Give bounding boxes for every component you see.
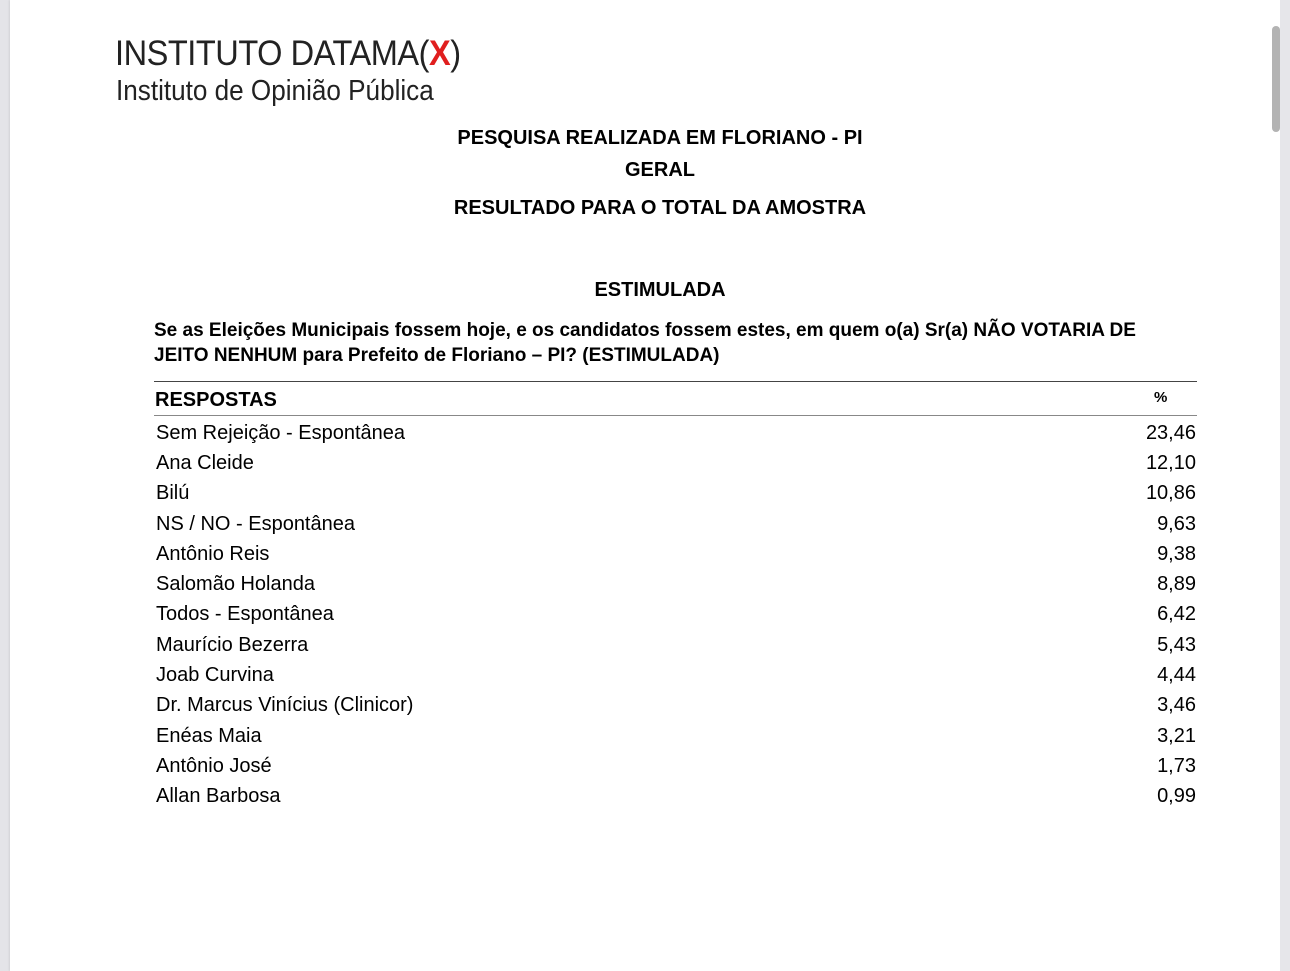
survey-scope-heading: GERAL [625,159,695,181]
scrollbar-thumb[interactable] [1272,26,1280,132]
row-label: NS / NO - Espontânea [156,512,355,535]
logo-title [115,34,461,74]
survey-question: Se as Eleições Municipais fossem hoje, e os candidatos fossem estes, em quem o(a) Sr(a) NÃO VOTARIA DE JEITO NENHUM para Prefeito de Floriano – PI? (ESTIMULADA) [154,320,1136,366]
row-label: Antônio José [156,754,272,777]
table-row [156,751,1196,781]
row-value: 9,63 [1157,512,1196,535]
row-value: 4,44 [1157,664,1196,687]
logo-title-text: INSTITUTO DATAMA( [115,34,429,73]
row-label: Dr. Marcus Vinícius (Clinicor) [156,694,414,717]
table-row [156,782,1196,812]
row-value: 5,43 [1157,633,1196,656]
row-value: 6,42 [1157,603,1196,626]
row-value: 9,38 [1157,542,1196,565]
survey-result-heading: RESULTADO PARA O TOTAL DA AMOSTRA [453,197,867,219]
row-value: 8,89 [1157,573,1196,596]
row-value: 1,73 [1157,754,1196,777]
column-header-percent: % [1154,389,1168,406]
row-value: 0,99 [1157,785,1196,808]
row-label: Ana Cleide [156,451,254,474]
column-header-respostas: RESPOSTAS [155,389,277,411]
row-label: Allan Barbosa [156,785,281,808]
row-label: Bilú [156,482,190,505]
table-row [156,448,1196,478]
table-row [156,509,1196,539]
table-row [156,600,1196,630]
logo-title-suffix: ) [450,34,461,73]
table-row [156,630,1196,660]
row-value: 3,21 [1157,724,1196,747]
row-label: Enéas Maia [156,724,262,747]
table-row [156,721,1196,751]
table-row [156,660,1196,690]
row-label: Joab Curvina [156,664,274,687]
row-label: Antônio Reis [156,542,270,565]
logo-x-mark: X [428,34,451,73]
survey-location-heading: PESQUISA REALIZADA EM FLORIANO - PI [457,127,863,149]
table-row [156,691,1196,721]
results-table [156,418,1196,812]
row-label: Sem Rejeição - Espontânea [156,421,406,444]
row-value: 12,10 [1145,451,1196,474]
row-value: 23,46 [1145,421,1196,444]
section-heading: ESTIMULADA [594,279,726,301]
table-top-rule [154,381,1197,382]
table-row [156,418,1196,448]
table-header-rule [154,415,1197,416]
table-row [156,479,1196,509]
table-row [156,569,1196,599]
row-label: Maurício Bezerra [156,633,309,656]
row-value: 10,86 [1145,482,1196,505]
row-label: Salomão Holanda [156,573,315,596]
row-value: 3,46 [1157,694,1196,717]
table-row [156,539,1196,569]
logo-subtitle: Instituto de Opinião Pública [116,75,434,107]
row-label: Todos - Espontânea [156,603,334,626]
